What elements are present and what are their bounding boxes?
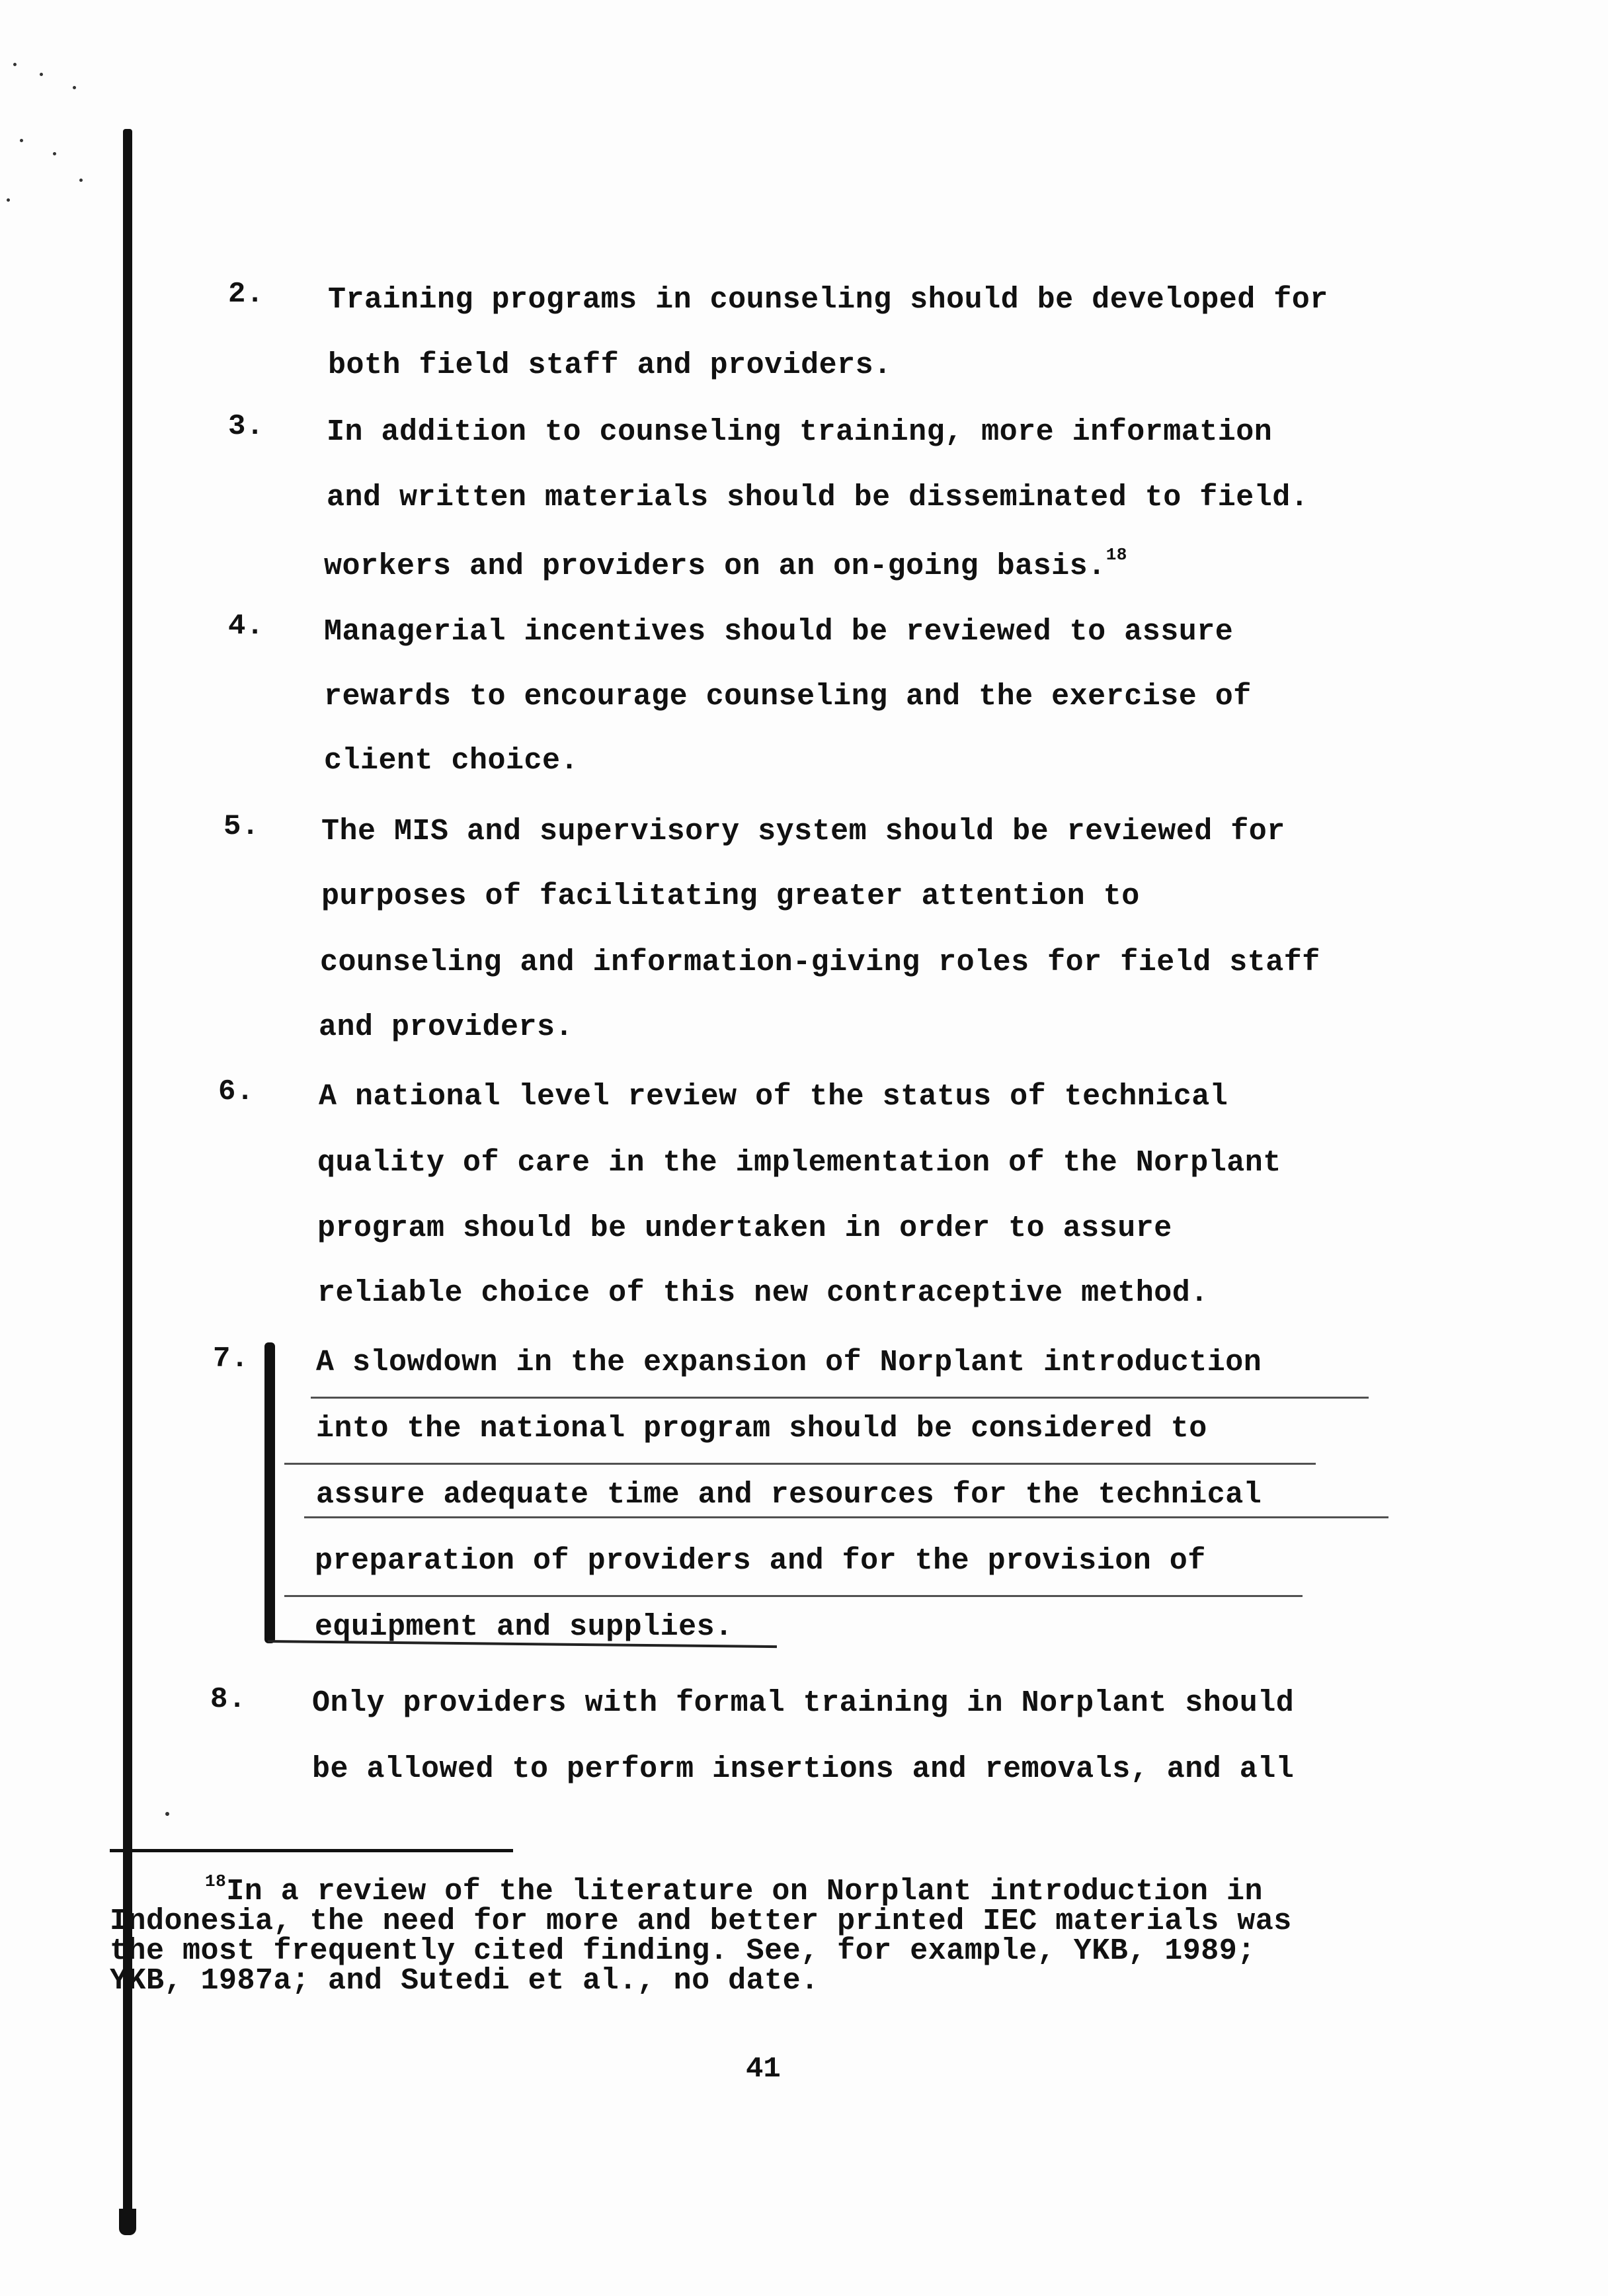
- item-number: 4.: [228, 610, 264, 643]
- footnote-number: 18: [205, 1871, 227, 1891]
- item-text-line: into the national program should be considered to: [316, 1412, 1207, 1446]
- item-text-line: and written materials should be disseminated to field.: [327, 481, 1309, 514]
- item-text-line: Only providers with formal training in Norplant should: [312, 1686, 1295, 1720]
- footnote-text: In a review of the literature on Norplant introduction in: [226, 1875, 1263, 1908]
- item-text-line: [324, 545, 1127, 583]
- scan-speck: [13, 63, 17, 66]
- footnote-line: [205, 1871, 1263, 1908]
- item-number: 8.: [210, 1683, 247, 1716]
- item-text-line: A slowdown in the expansion of Norplant introduction: [316, 1346, 1262, 1379]
- scan-speck: [79, 179, 83, 182]
- footnote-separator: [110, 1849, 513, 1852]
- item-text-line: preparation of providers and for the provision of: [315, 1544, 1206, 1578]
- item-text-line: Training programs in counseling should be developed for: [328, 283, 1328, 317]
- item-number: 2.: [228, 278, 264, 311]
- item-text-line: and providers.: [319, 1010, 574, 1044]
- handwritten-underline: [284, 1595, 1303, 1597]
- binding-tail: [119, 2209, 136, 2235]
- item-text-line: reliable choice of this new contraceptive method.: [317, 1276, 1209, 1310]
- item-number: 5.: [223, 810, 260, 843]
- item-text-line: both field staff and providers.: [328, 348, 892, 382]
- item-text-line: equipment and supplies.: [315, 1610, 733, 1644]
- footnote-line: Indonesia, the need for more and better printed IEC materials was: [110, 1905, 1292, 1938]
- item-text-line: counseling and information-giving roles for field staff: [320, 946, 1320, 979]
- item-number: 6.: [218, 1075, 255, 1108]
- scan-speck: [165, 1812, 169, 1816]
- handwritten-underline: [311, 1397, 1369, 1399]
- scan-speck: [40, 73, 43, 76]
- item-text-line: rewards to encourage counseling and the exercise of: [324, 680, 1252, 714]
- scan-speck: [20, 139, 23, 142]
- scan-speck: [73, 86, 76, 89]
- item-text-line: quality of care in the implementation of the Norplant: [317, 1146, 1281, 1180]
- item-number: 3.: [228, 410, 264, 443]
- item-text-line: Managerial incentives should be reviewed to assure: [324, 615, 1234, 649]
- item-text-line: In addition to counseling training, more information: [327, 415, 1273, 449]
- item-text-line: assure adequate time and resources for the technical: [316, 1478, 1262, 1512]
- item-text-line: be allowed to perform insertions and removals, and all: [312, 1752, 1295, 1786]
- handwritten-bracket: [264, 1342, 275, 1643]
- item-text-line: The MIS and supervisory system should be reviewed for: [321, 815, 1285, 848]
- scan-speck: [53, 152, 56, 155]
- footnote-line: the most frequently cited finding. See, for example, YKB, 1989;: [110, 1934, 1256, 1968]
- item-text: workers and providers on an on-going basis.: [324, 550, 1106, 583]
- item-text-line: client choice.: [324, 744, 579, 778]
- item-number: 7.: [213, 1342, 249, 1375]
- item-text-line: purposes of facilitating greater attention to: [321, 880, 1140, 913]
- footnote-line: YKB, 1987a; and Sutedi et al., no date.: [110, 1964, 819, 1998]
- scan-speck: [7, 198, 10, 202]
- page-number: 41: [746, 2053, 781, 2086]
- item-text-line: program should be undertaken in order to assure: [317, 1211, 1172, 1245]
- item-text-line: A national level review of the status of technical: [319, 1080, 1228, 1114]
- handwritten-underline: [284, 1463, 1316, 1465]
- footnote-reference: 18: [1106, 545, 1127, 565]
- handwritten-underline: [304, 1516, 1388, 1518]
